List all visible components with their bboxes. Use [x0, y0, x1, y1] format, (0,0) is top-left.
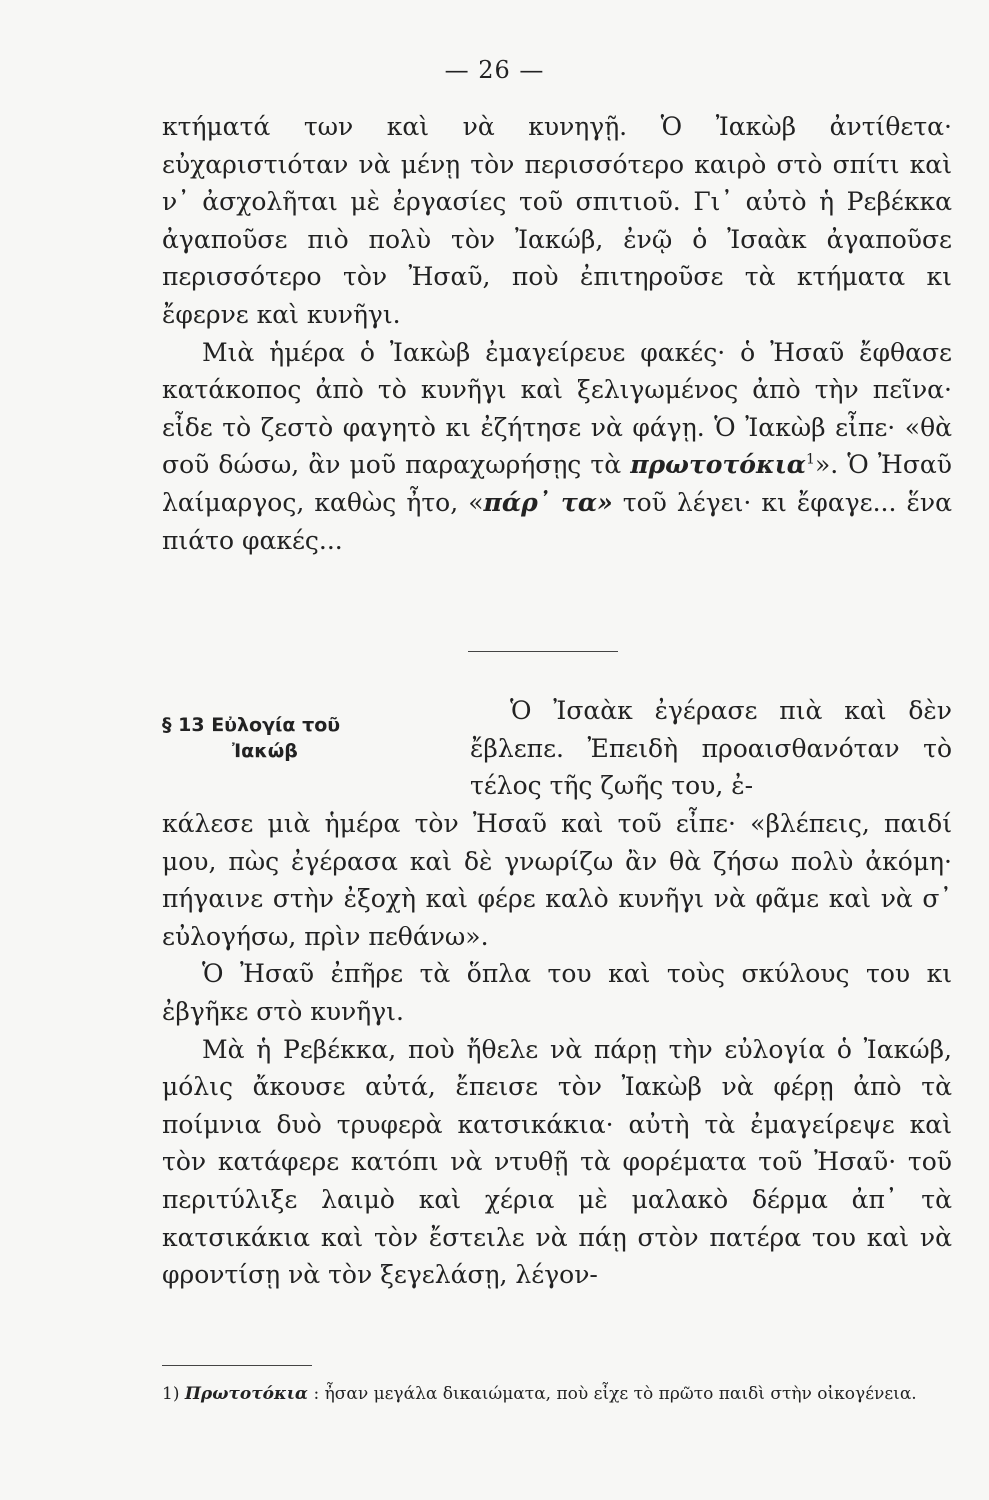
section-title-line2: Ἰακώβ — [232, 740, 298, 762]
footnote-term: Πρωτοτόκια — [184, 1384, 309, 1404]
footnote-mark: 1 — [806, 452, 815, 469]
section-title-line1: Εὐλογία τοῦ — [211, 714, 341, 736]
footnote-text: : ἦσαν μεγάλα δικαιώματα, ποὺ εἶχε τὸ πρῶτο παιδὶ στὴν οἰκογένεια. — [313, 1384, 917, 1404]
intro-text: κτήματά των καὶ νὰ κυνηγῇ. Ὁ Ἰακὼβ ἀντίθετα· εὐχαριστιόταν νὰ μένῃ τὸν περισσότερο καιρὸ στὸ σπίτι καὶ ν᾿ ἀσχολῆται μὲ ἐργασίες τοῦ σπιτιοῦ. Γι᾿ αὐτὸ ἡ Ρεβέκκα ἀγαποῦσε πιὸ πολὺ τὸν Ἰακώβ, ἐνῷ ὁ Ἰσαὰκ ἀγαποῦσε περισσότερο τὸν Ἠσαῦ, ποὺ ἐπιτηροῦσε τὰ κτήματα κι ἔφερνε καὶ κυνῆγι. — [162, 112, 952, 329]
lentil-text-middle: ». Ὁ Ἠσαῦ λαίμαργος, καθὼς ἦτο, « — [162, 450, 952, 517]
section-heading — [162, 712, 442, 764]
lentil-text-end: τοῦ λέγει· κι ἔφαγε... ἕνα πιάτο φακές... — [162, 487, 952, 555]
footnote-rule — [162, 1365, 312, 1366]
take-them-quote: πάρ᾿ τα» — [483, 487, 613, 517]
footnote-number: 1) — [162, 1384, 180, 1404]
blessing-request-paragraph: κάλεσε μιὰ ἡμέρα τὸν Ἠσαῦ καὶ τοῦ εἶπε· «βλέπεις, παιδί μου, πὼς ἐγέρασα καὶ δὲ γνωρίζω ἂν θὰ ζήσω πολὺ ἀκόμη· πήγαινε στὴν ἐξοχὴ καὶ φέρε καλὸ κυνῆγι νὰ φᾶμε καὶ νὰ σ᾿ εὐλογήσω, πρὶν πεθάνω». — [162, 809, 952, 951]
section-opening-text: Ὁ Ἰσαὰκ ἐγέρασε πιὰ καὶ δὲν ἔβλεπε. Ἐπειδὴ προαισθανόταν τὸ τέλος τῆς ζωῆς του, ἐ- — [470, 696, 952, 801]
rebecca-plan-paragraph: Μὰ ἡ Ρεβέκκα, ποὺ ἤθελε νὰ πάρῃ τὴν εὐλογία ὁ Ἰακώβ, μόλις ἄκουσε αὐτά, ἔπεισε τὸν Ἰακὼβ νὰ φέρῃ ἀπὸ τὰ ποίμνια δυὸ τρυφερὰ κατσικάκια· αὐτὴ τὰ ἐμαγείρεψε καὶ τὸν κατάφερε κατόπι νὰ ντυθῇ τὰ φορέματα τοῦ Ἠσαῦ· τοῦ περιτύλιξε λαιμὸ καὶ χέρια μὲ μαλακὸ δέρμα ἀπ᾿ τὰ κατσικάκια καὶ τὸν ἔστειλε νὰ πάῃ στὸν πατέρα του καὶ νὰ φροντίσῃ νὰ τὸν ξεγελάσῃ, λέγον- — [162, 1034, 952, 1290]
esau-hunt-paragraph: Ὁ Ἠσαῦ ἐπῆρε τὰ ὅπλα του καὶ τοὺς σκύλους του κι ἐβγῆκε στὸ κυνῆγι. — [162, 959, 952, 1026]
lentil-paragraph — [162, 334, 952, 560]
main-body — [162, 805, 952, 1294]
section-divider — [468, 651, 618, 652]
birthright-term: πρωτοτόκια — [630, 450, 807, 480]
section-side-text — [470, 692, 952, 805]
lentil-text-start: Μιὰ ἡμέρα ὁ Ἰακὼβ ἐμαγείρευε φακές· ὁ Ἠσαῦ ἔφθασε κατάκοπος ἀπὸ τὸ κυνῆγι καὶ ξελιγωμένος ἀπὸ τὴν πεῖνα· εἶδε τὸ ζεστὸ φαγητὸ κι ἐζήτησε νὰ φάγῃ. Ὁ Ἰακὼβ εἶπε· «θὰ σοῦ δώσω, ἂν μοῦ παραχωρήσῃς τὰ — [162, 337, 952, 480]
footnote — [162, 1380, 952, 1408]
page-number: — 26 — — [444, 56, 545, 84]
intro-paragraph — [162, 108, 952, 559]
section-number: § 13 — [162, 714, 205, 736]
